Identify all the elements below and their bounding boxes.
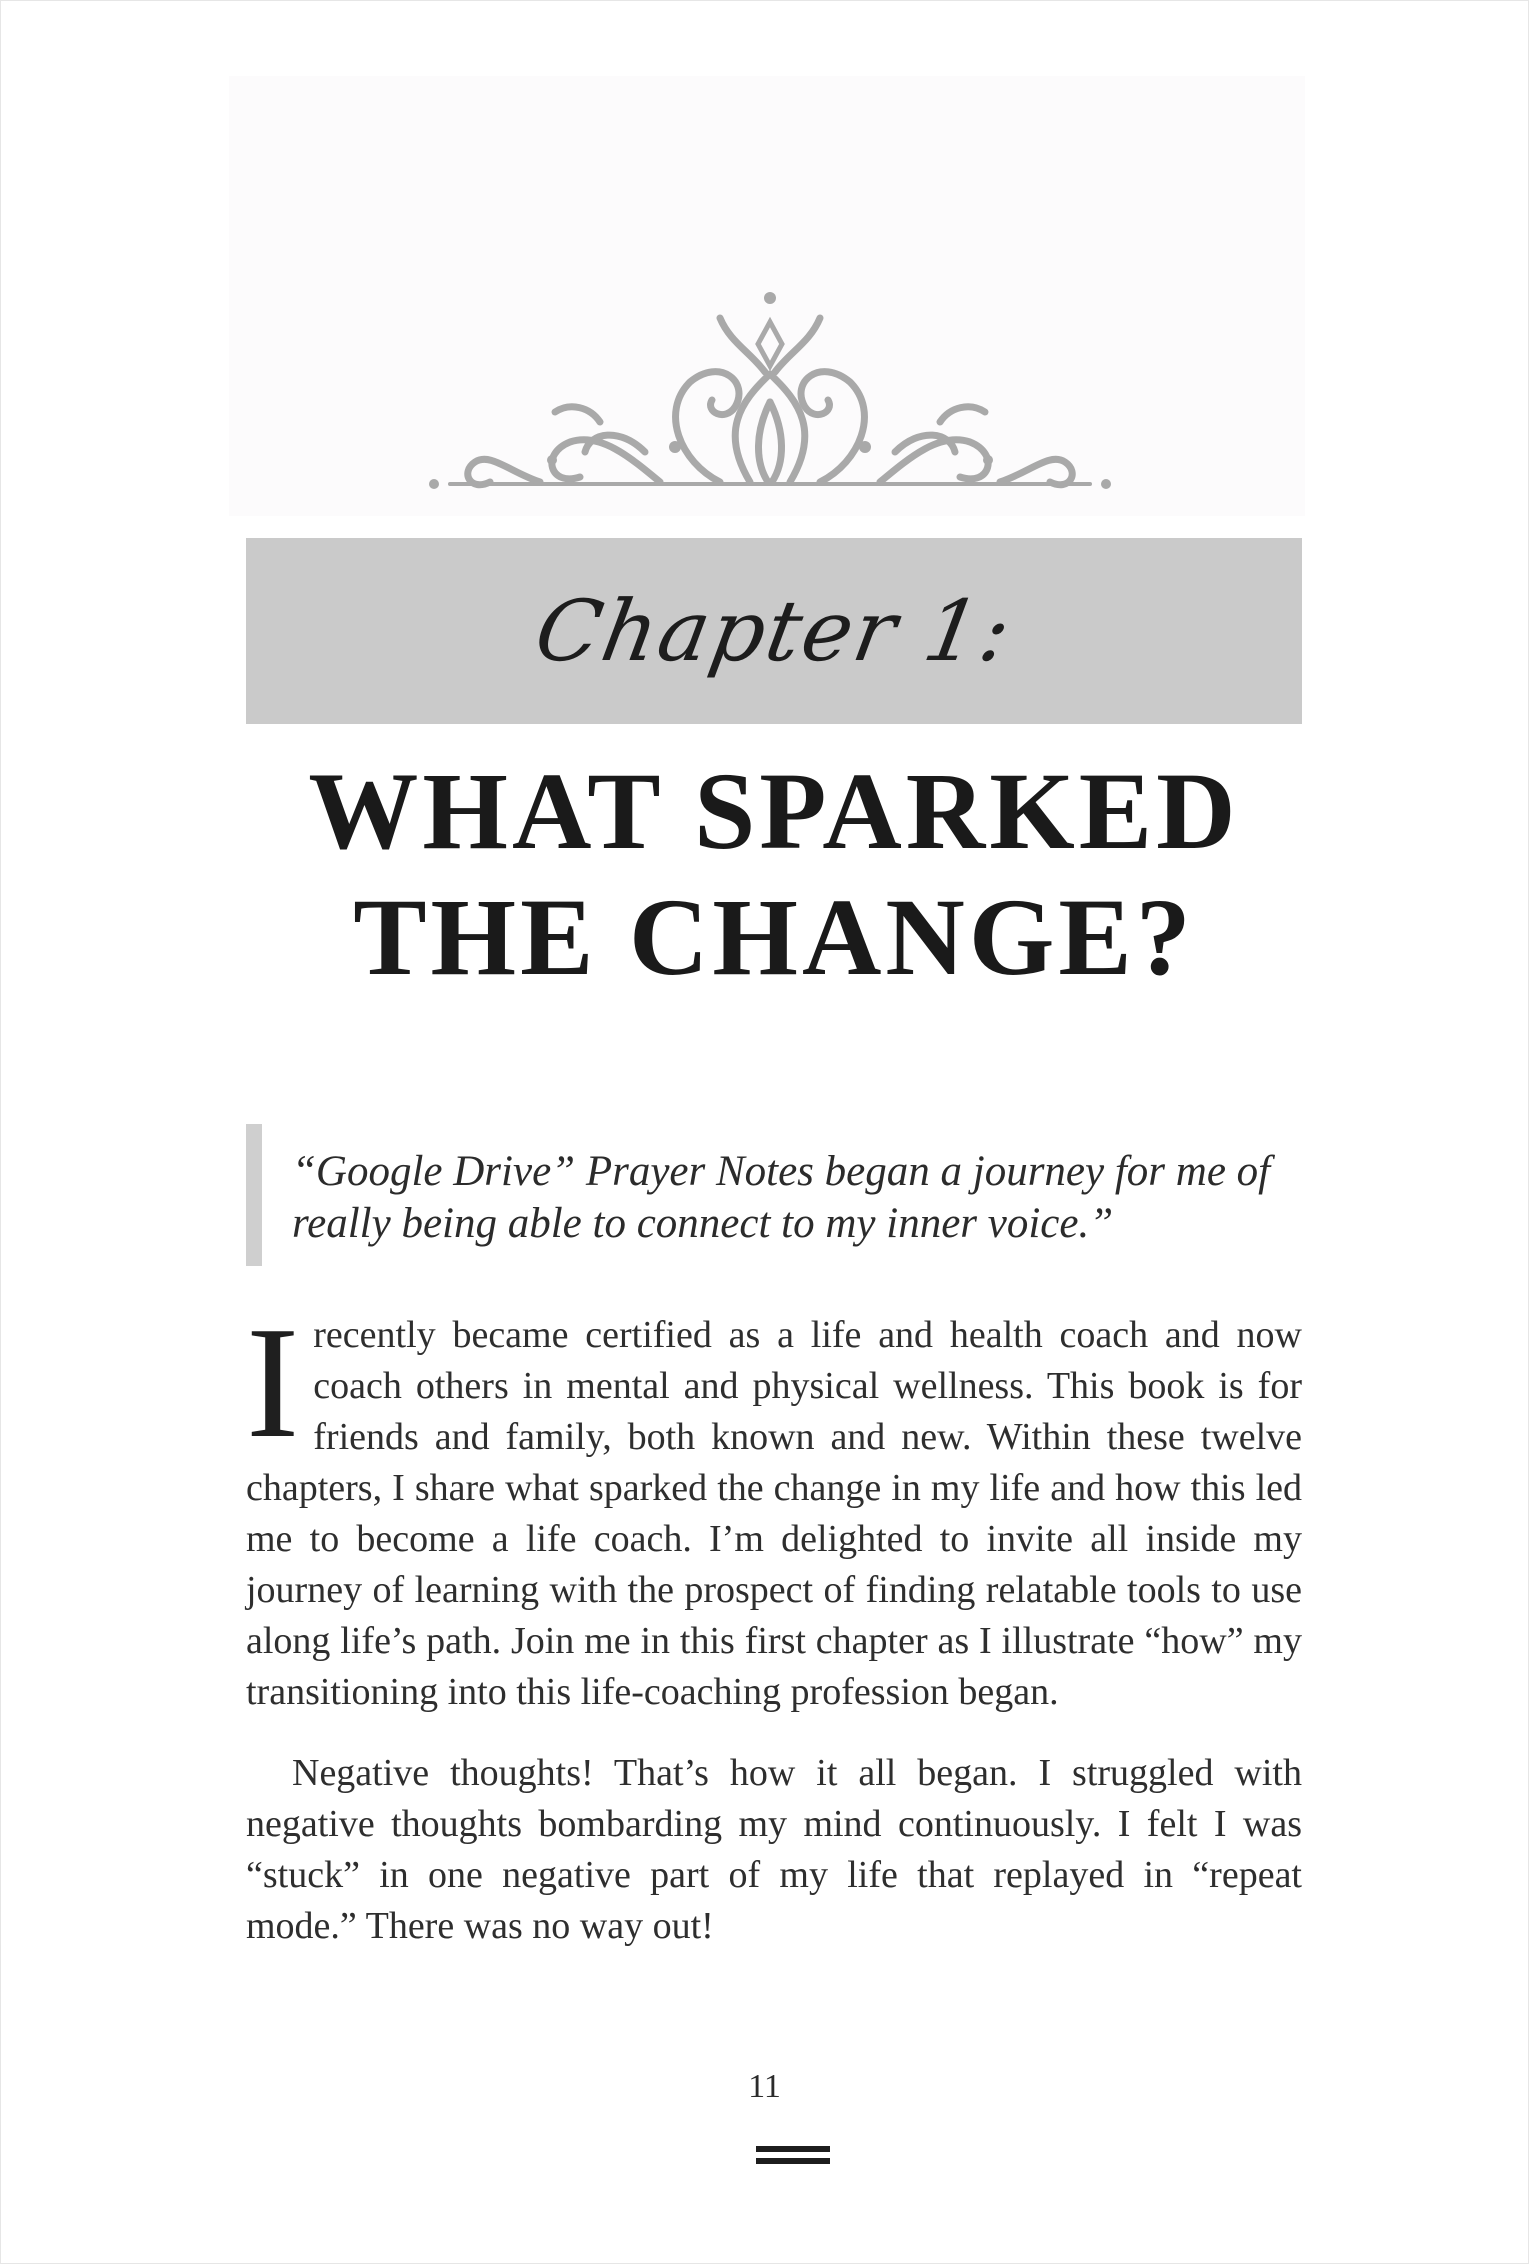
paragraph-1 <box>246 1293 1302 1718</box>
chapter-title-line-1: WHAT SPARKED <box>308 750 1240 872</box>
pull-quote-text: “Google Drive” Prayer Notes began a journey for me of really being able to connect to my inner voice.” <box>292 1148 1271 1247</box>
body-text <box>246 1293 1302 1952</box>
footer-rule-bottom <box>756 2158 830 2164</box>
drop-cap: I <box>246 1293 300 1471</box>
chapter-title <box>246 748 1302 1000</box>
paragraph-1-text: recently became certified as a life and health coach and now coach others in mental and physical wellness. This book is for friends and family, both known and new. Within these twelve chapters, I share what sparked the change in my life and how this led me to become a life coach. I’m delighted to invite all inside my journey of learning with the prospect of finding relatable tools to use along life’s path. Join me in this first chapter as I illustrate “how” my transitioning into this life-coaching profession began. <box>246 1314 1302 1713</box>
page-number: 11 <box>748 2068 781 2105</box>
quote-bar <box>246 1124 262 1266</box>
chapter-label-band <box>246 538 1302 724</box>
chapter-label: Chapter 1: <box>528 582 1020 680</box>
footer-rule-top <box>756 2146 830 2152</box>
chapter-title-line-2: THE CHANGE? <box>353 876 1195 998</box>
pull-quote <box>246 1124 1302 1266</box>
paragraph-2: Negative thoughts! That’s how it all began. I struggled with negative thoughts bombarding my mind continuously. I felt I was “stuck” in one negative part of my life that replayed in “repeat mode.” There was no way out! <box>246 1752 1302 1947</box>
crown-flourish-ornament <box>420 282 1120 502</box>
